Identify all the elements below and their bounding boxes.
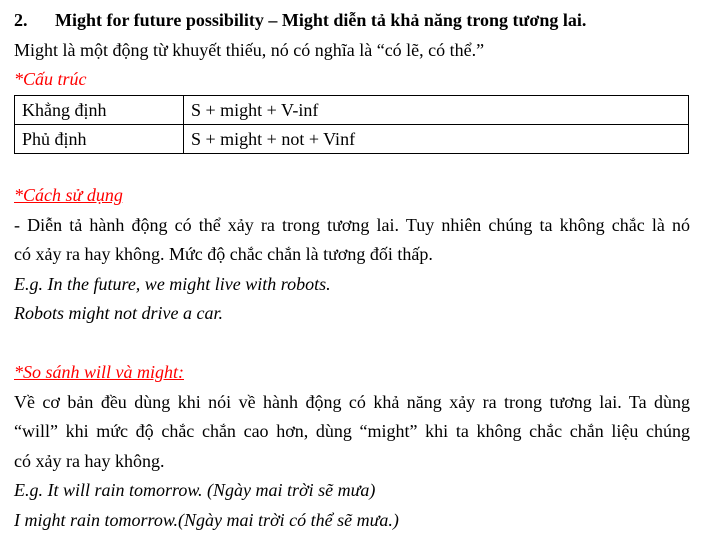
document-page	[14, 0, 704, 535]
usage-line: - Diễn tả hành động có thể xảy ra trong tương lai. Tuy nhiên chúng ta không chắc là nó	[14, 214, 690, 235]
table-row	[15, 124, 689, 153]
table-row	[15, 95, 689, 124]
structure-label: *Cấu trúc	[14, 69, 87, 89]
table-cell-formula: S + might + V-inf	[184, 95, 689, 124]
usage-example: Robots might not drive a car.	[14, 303, 223, 323]
usage-label: *Cách sử dụng	[14, 185, 123, 205]
table-cell-formula: S + might + not + Vinf	[184, 124, 689, 153]
section-number: 2.	[14, 10, 28, 30]
compare-example: E.g. It will rain tomorrow. (Ngày mai trời sẽ mưa)	[14, 480, 376, 500]
compare-line: Về cơ bản đều dùng khi nói về hành động có khả năng xảy ra trong tương lai. Ta dùng	[14, 391, 690, 412]
table-cell-type: Phủ định	[15, 124, 184, 153]
compare-line: có xảy ra hay không.	[14, 450, 165, 471]
section-title: Might for future possibility – Might diễn tả khả năng trong tương lai.	[55, 10, 587, 30]
compare-line: “will” khi mức độ chắc chắn cao hơn, dùng “might” khi ta không chắc chắn liệu chúng	[14, 421, 690, 441]
structure-table	[14, 95, 689, 154]
blank-line	[14, 154, 704, 184]
table-cell-type: Khẳng định	[15, 95, 184, 124]
compare-label: *So sánh will và might:	[14, 362, 184, 382]
usage-line: có xảy ra hay không. Mức độ chắc chắn là tương đối thấp.	[14, 244, 433, 264]
blank-line	[14, 329, 704, 359]
compare-example: I might rain tomorrow.(Ngày mai trời có thể sẽ mưa.)	[14, 509, 399, 530]
intro-text: Might là một động từ khuyết thiếu, nó có nghĩa là “có lẽ, có thể.”	[14, 39, 485, 60]
usage-example: E.g. In the future, we might live with robots.	[14, 273, 331, 294]
section-heading	[14, 6, 704, 36]
